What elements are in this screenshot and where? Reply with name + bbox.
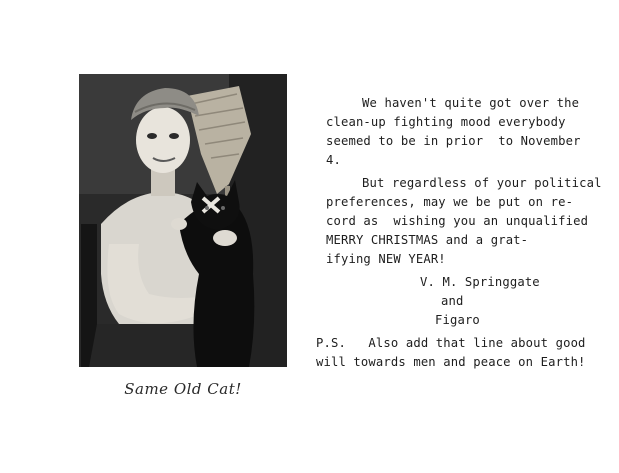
postscript-line-2: will towards men and peace on Earth! [316,355,586,369]
photograph-woman-with-cat [79,74,287,367]
signature-figaro: Figaro [435,313,480,327]
postscript-line-1: P.S. Also add that line about good [316,336,586,350]
paragraph-2-line-2: preferences, may we be put on re- [326,195,574,209]
signature-and: and [441,294,464,308]
paragraph-1-line-2: clean-up fighting mood everybody [326,115,566,129]
paragraph-1-line-1: We haven't quite got over the [362,96,580,110]
paragraph-2-line-3: cord as wishing you an unqualified [326,214,589,228]
paragraph-1-line-3: seemed to be in prior to November [326,134,581,148]
signature-name: V. M. Springgate [420,275,540,289]
photo-caption: Same Old Cat! [124,380,242,398]
paragraph-1-line-4: 4. [326,153,341,167]
paragraph-2-line-5: ifying NEW YEAR! [326,252,446,266]
paragraph-2-line-4: MERRY CHRISTMAS and a grat- [326,233,529,247]
paragraph-2-line-1: But regardless of your political [362,176,602,190]
